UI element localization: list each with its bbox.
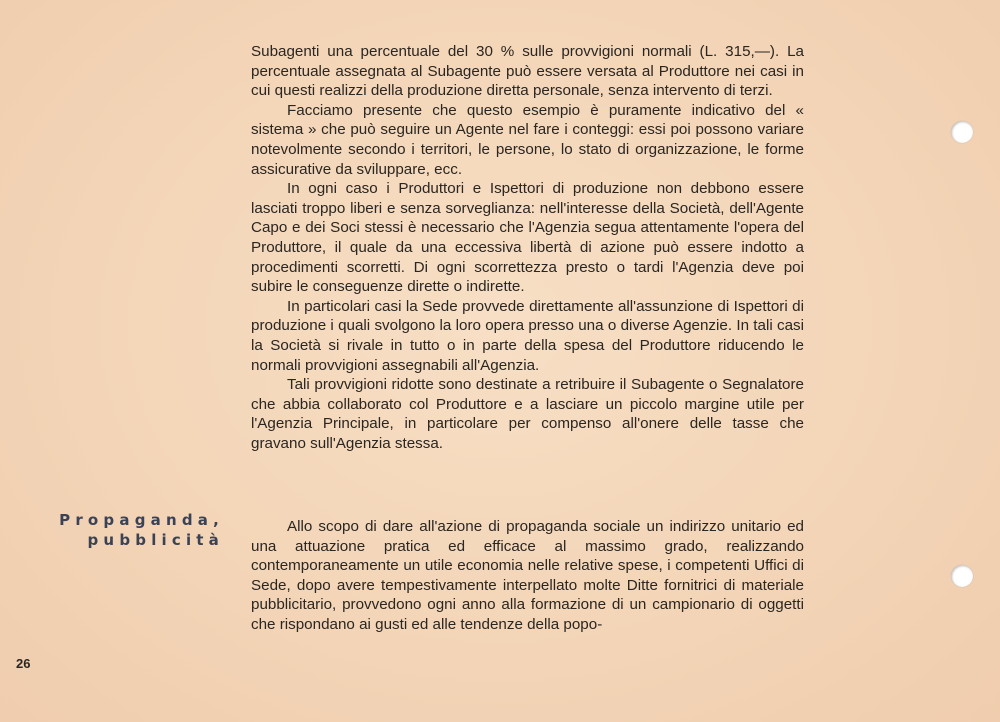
punch-hole-bottom bbox=[951, 565, 973, 587]
paragraph-4: In particolari casi la Sede provvede direttamente all'assunzione di Ispettori di produzione i quali svolgono la loro opera presso una o diverse Agenzie. In tali casi la Società si rivale in tutto o in parte della spesa del Produttore riducendo le normali provvigioni assegnabili all'Agenzia. bbox=[251, 297, 804, 374]
section-heading bbox=[24, 510, 224, 550]
section-heading-line2: pubblicità bbox=[87, 531, 224, 549]
paragraph-3: In ogni caso i Produttori e Ispettori di produzione non debbono essere lasciati troppo liberi e senza sorveglianza: nell'interesse della Società, dell'Agente Capo e dei Soci stessi è necessario che l'Agenzia segua attentamente l'opera del Produttore, il quale da una eccessiva libertà di azione può essere indotto a procedimenti scorretti. Di ogni scorrettezza presto o tardi l'Agenzia deve poi subire le conseguenze dirette o indirette. bbox=[251, 180, 804, 296]
section-text-column bbox=[251, 517, 804, 635]
paragraph-1: Subagenti una percentuale del 30 % sulle provvigioni normali (L. 315,—). La percentuale assegnata al Subagente può essere versata al Produttore nei casi in cui questi realizzi della produzione diretta personale, senza intervento di terzi. bbox=[251, 43, 804, 100]
main-text-column bbox=[251, 42, 804, 453]
punch-hole-top bbox=[951, 121, 973, 143]
page-number: 26 bbox=[16, 656, 31, 671]
paragraph-5: Tali provvigioni ridotte sono destinate a retribuire il Subagente o Segnalatore che abbia collaborato col Produttore e a lasciare un piccolo margine utile per l'Agenzia Principale, in particolare per compenso all'onere delle tasse che gravano sull'Agenzia stessa. bbox=[251, 376, 804, 452]
section-heading-line1: Propaganda, bbox=[59, 511, 224, 529]
paragraph-2: Facciamo presente che questo esempio è puramente indicativo del « sistema » che può seguire un Agente nel fare i conteggi: essi poi possono variare notevolmente secondo i territori, le persone, lo stato di organizzazione, le forme assicurative da sviluppare, ecc. bbox=[251, 101, 804, 178]
section-paragraph-1: Allo scopo di dare all'azione di propaganda sociale un indirizzo unitario ed una attuazione pratica ed efficace al massimo grado, realizzando contemporaneamente un utile economia nelle relative spese, i competenti Uffici di Sede, dopo avere tempestivamente interpellato molte Ditte fornitrici di materiale pubblicitario, provvedono ogni anno alla formazione di un campionario di oggetti che rispondano ai gusti ed alle tendenze della popo- bbox=[251, 518, 804, 633]
